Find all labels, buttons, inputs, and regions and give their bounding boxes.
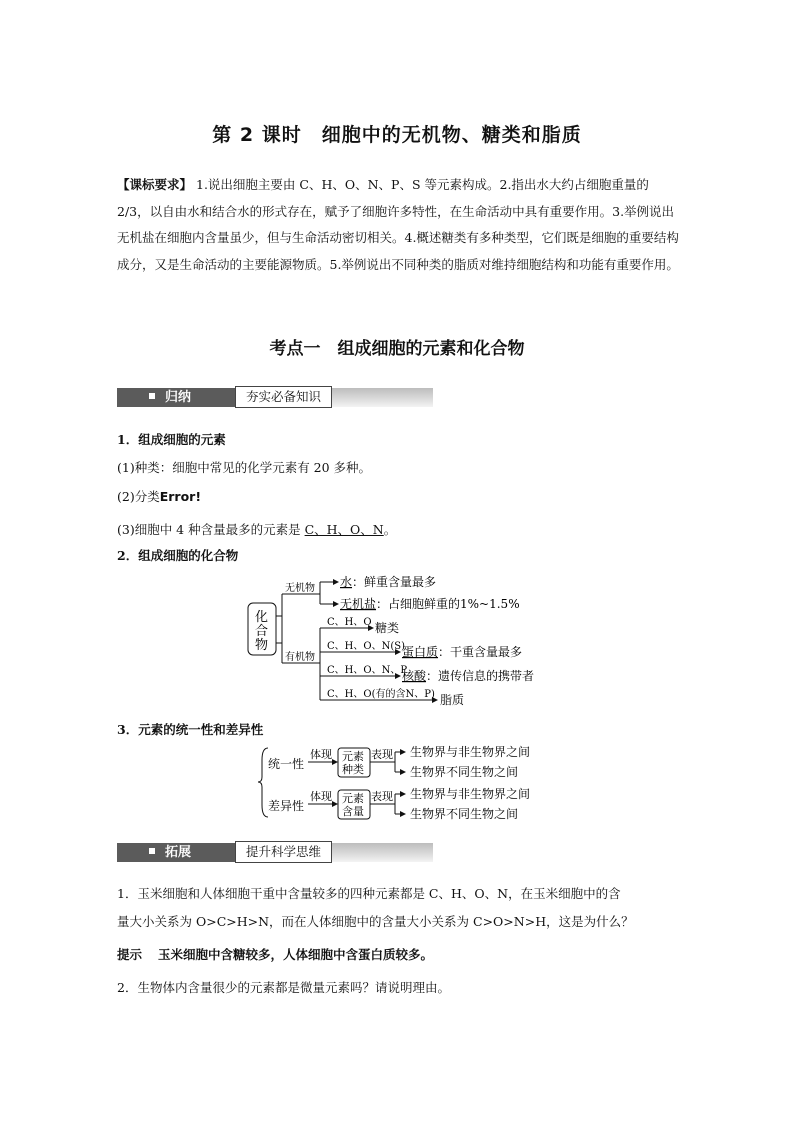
hint-text: 玉米细胞中含糖较多，人体细胞中含蛋白质较多。	[158, 947, 434, 962]
unity-label: 统一性	[268, 757, 305, 771]
answer-elements: C、H、O、N	[304, 522, 384, 537]
diversity-show: 表现	[371, 790, 393, 803]
question-1-line-2: 量大小关系为 O>C>H>N，而在人体细胞中的含量大小关系为 C>O>N>H，这是为什么？	[117, 914, 634, 929]
box2-line1: 元素	[342, 792, 364, 805]
unity-result-1: 生物界与非生物界之间	[410, 745, 531, 759]
root-char-3: 物	[255, 638, 269, 653]
product-3: 核酸	[402, 669, 427, 683]
banner-label: 拓展	[165, 845, 192, 860]
unity-show: 表现	[371, 748, 393, 761]
heading-compounds: 2．组成细胞的化合物	[117, 548, 239, 563]
product-2: 蛋白质	[402, 645, 439, 659]
banner-subtitle: 夯实必备知识	[235, 386, 332, 408]
elements-3: C、H、O、N、P	[327, 665, 408, 676]
water-text: 水	[340, 575, 353, 589]
page-title: 第 2 课时 细胞中的无机物、糖类和脂质	[212, 124, 582, 146]
root-char-1: 化	[255, 610, 269, 625]
elements-2: C、H、O、N(S)	[327, 641, 405, 652]
diversity-embody: 体现	[310, 790, 332, 803]
elements-1: C、H、O	[327, 617, 372, 628]
hint-label: 提示	[117, 947, 143, 962]
salt-text: 无机盐	[340, 597, 377, 611]
elements-four-main: (3)细胞中 4 种含量最多的元素是 C、H、O、N。	[117, 522, 397, 537]
question-2: 2．生物体内含量很少的元素都是微量元素吗？请说明理由。	[117, 980, 450, 995]
unity-result-2: 生物界不同生物之间	[410, 765, 519, 779]
diversity-result-1: 生物界与非生物界之间	[410, 787, 531, 801]
elements-classification: (2)分类Error!	[117, 489, 202, 504]
heading-unity-diversity: 3．元素的统一性和差异性	[117, 722, 264, 737]
heading-elements: 1．组成细胞的元素	[117, 432, 226, 447]
box2-line2: 含量	[342, 805, 364, 818]
box1-line2: 种类	[342, 763, 364, 776]
standards-text: 1.说出细胞主要由 C、H、O、N、P、S 等元素构成。2.指出水大约占细胞重量的 2/3，以自由水和结合水的形式存在，赋予了细胞许多特性，在生命活动中具有重要作用。3.举例说出无机盐在细胞内含量虽少，但与生命活动密切相关。4.概述糖类有多种类型，它们既是细胞的重要结构成分，又是生命活动的主要能源物质。5.举例说出不同种类的脂质对维持细胞结构和功能有重要作用。	[117, 177, 679, 272]
organic-label: 有机物	[285, 652, 315, 663]
elements-kinds: (1)种类：细胞中常见的化学元素有 20 多种。	[117, 460, 372, 475]
product-3-desc: ：遗传信息的携带者	[426, 669, 535, 683]
standards-tag: 【课标要求】	[117, 177, 193, 192]
section-title: 考点一 组成细胞的元素和化合物	[269, 339, 525, 359]
question-1-line-1: 1．玉米细胞和人体细胞干重中含量较多的四种元素都是 C、H、O、N，在玉米细胞中的含	[117, 886, 621, 901]
product-4: 脂质	[440, 693, 465, 707]
hint	[117, 945, 433, 963]
unity-embody: 体现	[310, 748, 332, 761]
banner-label: 归纳	[165, 390, 192, 405]
root-char-2: 合	[255, 624, 269, 639]
diversity-label: 差异性	[268, 799, 305, 813]
error-text: Error!	[159, 489, 202, 504]
extension-banner	[117, 838, 433, 864]
product-2-desc: ：干重含量最多	[438, 645, 523, 659]
product-1: 糖类	[375, 621, 400, 635]
square-icon	[149, 848, 155, 854]
box1-line1: 元素	[342, 750, 364, 763]
diversity-result-2: 生物界不同生物之间	[410, 807, 519, 821]
elements-4: C、H、O(有的含N、P)	[327, 689, 435, 700]
inorganic-label: 无机物	[285, 583, 315, 594]
salt-desc: ：占细胞鲜重的1%~1.5%	[376, 597, 520, 611]
banner-subtitle: 提升科学思维	[235, 841, 332, 863]
water-desc: ：鲜重含量最多	[352, 575, 437, 589]
